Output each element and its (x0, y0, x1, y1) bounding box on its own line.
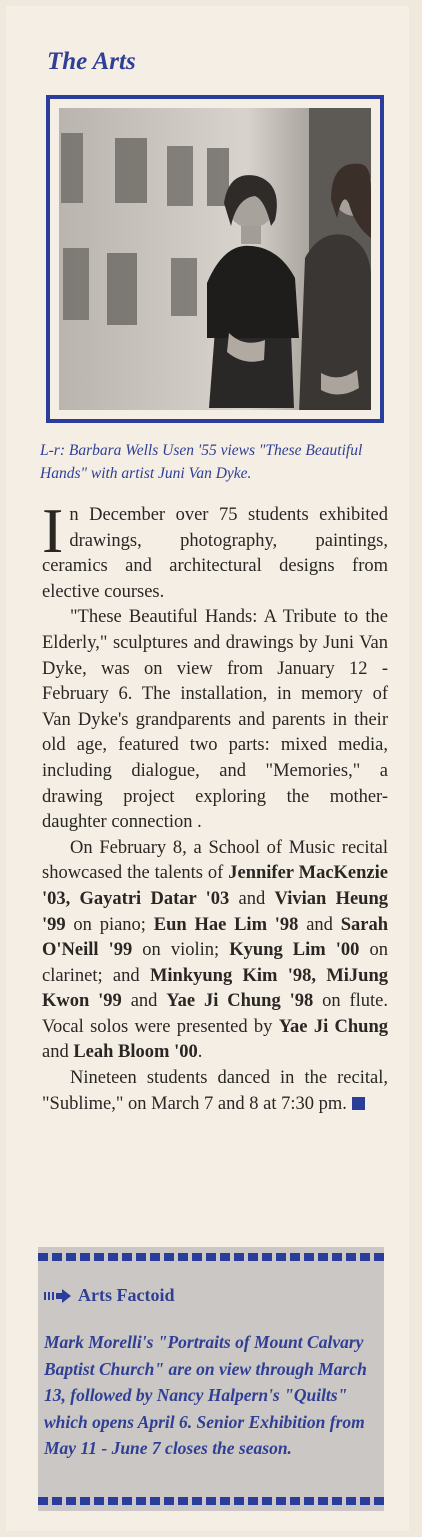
factoid-text: Mark Morelli's "Portraits of Mount Calvary Baptist Church" are on view through March 13, followed by Nancy Halpern's "Quilts" which opens April 6. Senior Exhibition from May 11 - June 7 closes the season. (44, 1332, 367, 1458)
performer-names: Kyung Lim '00 (229, 940, 360, 961)
text-run: . (197, 1042, 203, 1063)
text-run: on flute. Vocal solos were presented by (42, 991, 389, 1037)
text-run: on violin; (132, 940, 230, 961)
paragraph-2: "These Beautiful Hands: A Tribute to the Elderly," sculptures and drawings by Juni Van Dyke, was on view from January 12 - February 6. The installation, in memory of Van Dyke's grandparents and parents in their old age, featured two parts: mixed media, including dialogue, and "Memories," a drawing project exploring the mother-daughter connection . (42, 607, 388, 833)
paragraph-4 (42, 1066, 388, 1117)
performer-names: Yae Ji Chung (278, 1016, 389, 1037)
dashed-border-bottom (38, 1497, 384, 1505)
performer-names: Vivian Heung '99 (42, 888, 388, 935)
arrow-right-icon (44, 1289, 72, 1303)
paragraph-4-text: Nineteen students danced in the recital, "Sublime," on March 7 and 8 at 7:30 pm. (42, 1068, 388, 1114)
performer-names: Eun Hae Lim '98 (153, 914, 299, 935)
photo-frame (46, 95, 384, 423)
text-run: and (298, 914, 341, 935)
text-run: on clarinet; and (42, 940, 388, 986)
section-title: The Arts (47, 48, 136, 75)
factoid-heading-label: Arts Factoid (78, 1285, 175, 1305)
text-run: and (229, 888, 275, 909)
arts-factoid-box (38, 1247, 384, 1511)
performer-names: Yae Ji Chung '98 (166, 991, 314, 1012)
page (6, 6, 409, 1531)
photo-caption: L-r: Barbara Wells Usen '55 views "These Beautiful Hands" with artist Juni Van Dyke. (40, 442, 363, 482)
paragraph-1 (42, 495, 388, 605)
dashed-border-top (38, 1253, 384, 1261)
performer-names: Minkyung Kim '98, MiJung Kwon '99 (42, 965, 388, 1012)
factoid-heading (44, 1285, 174, 1306)
text-run: and (42, 1042, 74, 1063)
performer-names: Sarah O'Neill '99 (42, 914, 388, 961)
performer-names: Jennifer MacKenzie '03, Gayatri Datar '03 (42, 863, 388, 909)
end-of-article-square-icon (352, 1097, 365, 1110)
text-run: and (121, 991, 167, 1012)
performer-names: Leah Bloom '00 (73, 1042, 198, 1063)
article-body (42, 495, 389, 1117)
photo-illustration (59, 108, 371, 410)
text-run: On February 8, a School of Music recital showcased the talents of (42, 837, 388, 884)
paragraph-3 (42, 836, 388, 1066)
drop-cap: I (42, 495, 64, 566)
photograph (59, 108, 371, 410)
text-run: on piano; (65, 914, 154, 935)
paragraph-1-text: n December over 75 students exhibited drawings, photography, paintings, ceramics and architectural designs from elective courses. (42, 505, 388, 602)
